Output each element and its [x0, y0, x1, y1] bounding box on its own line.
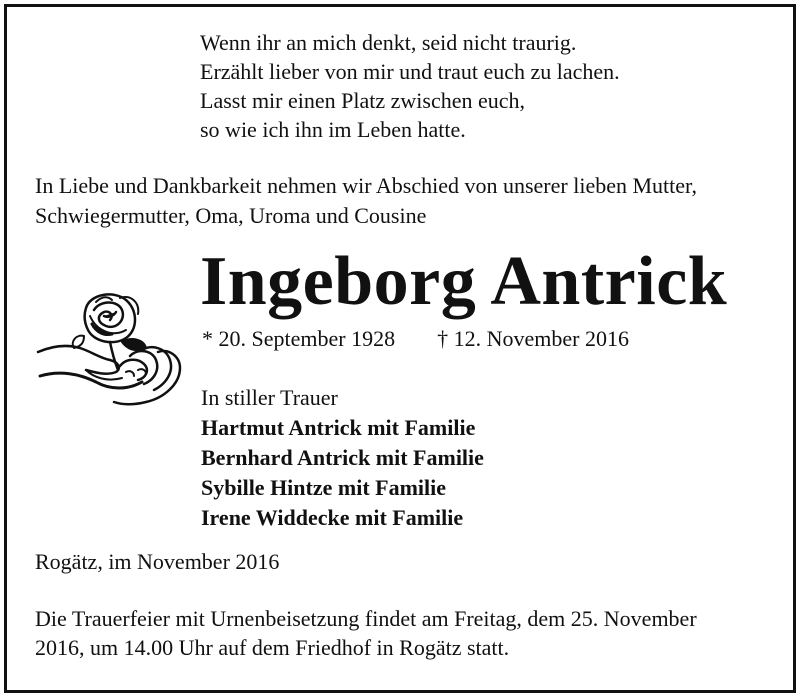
funeral-line: 2016, um 14.00 Uhr auf dem Friedhof in Rogätz statt.	[35, 635, 510, 660]
poem-line: Erzählt lieber von mir und traut euch zu lachen.	[200, 59, 620, 84]
memorial-poem	[200, 28, 620, 144]
intro-line: Schwiegermutter, Oma, Uroma und Cousine	[35, 203, 427, 228]
funeral-line: Die Trauerfeier mit Urnenbeisetzung findet am Freitag, dem 25. November	[35, 606, 697, 631]
deceased-name: Ingeborg Antrick	[200, 243, 728, 320]
mourner-name: Hartmut Antrick mit Familie	[201, 415, 476, 440]
mourners-section	[201, 383, 484, 533]
mourner-name: Sybille Hintze mit Familie	[201, 475, 447, 500]
poem-line: so wie ich ihn im Leben hatte.	[200, 117, 466, 142]
mourner-name: Bernhard Antrick mit Familie	[201, 445, 484, 470]
birth-date: * 20. September 1928	[202, 326, 396, 351]
poem-line: Wenn ihr an mich denkt, seid nicht traurig.	[200, 30, 577, 55]
funeral-notice	[35, 604, 697, 662]
farewell-intro	[35, 171, 697, 231]
intro-line: In Liebe und Dankbarkeit nehmen wir Abschied von unserer lieben Mutter,	[35, 173, 697, 198]
death-date: † 12. November 2016	[437, 326, 629, 351]
poem-line: Lasst mir einen Platz zwischen euch,	[200, 88, 526, 113]
rose-in-hands-icon	[34, 286, 186, 412]
life-dates	[202, 325, 629, 353]
mourner-name: Irene Widdecke mit Familie	[201, 505, 464, 530]
place-and-date: Rogätz, im November 2016	[35, 549, 280, 574]
mourning-heading: In stiller Trauer	[201, 385, 338, 410]
